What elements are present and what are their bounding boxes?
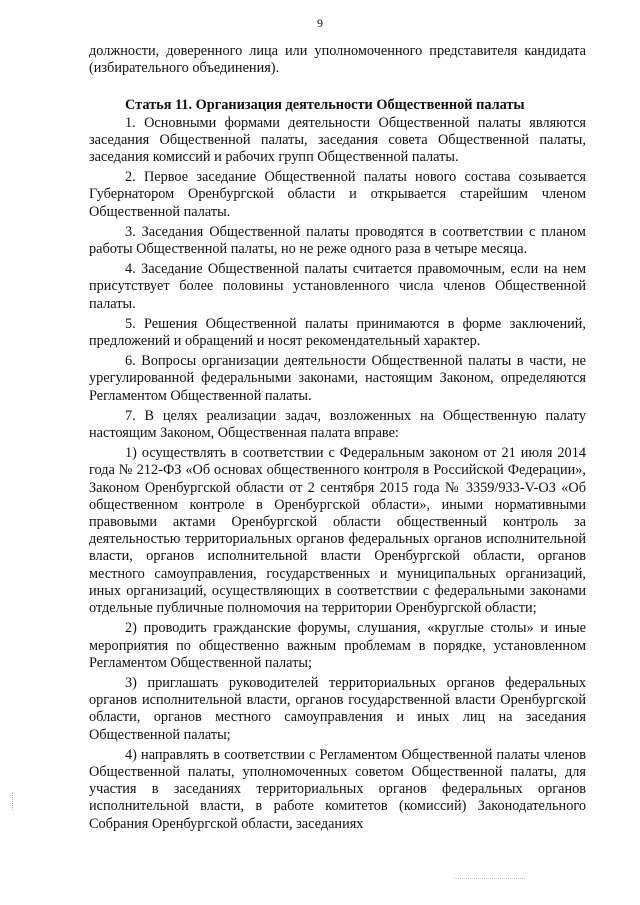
article-title: Статья 11. Организация деятельности Общественной палаты xyxy=(125,97,525,114)
paragraph-6: 6. Вопросы организации деятельности Общественной палаты в части, не урегулированной федеральными законами, настоящим Законом, определяются Регламентом Общественной палаты. xyxy=(89,353,586,404)
paragraph-2: 2. Первое заседание Общественной палаты нового состава созывается Губернатором Оренбургской области и открывается старейшим членом Общественной палаты. xyxy=(89,169,586,220)
scan-corner-marks xyxy=(455,878,525,883)
list-item-4: 4) направлять в соответствии с Регламентом Общественной палаты членов Общественной палаты, уполномоченных советом Общественной палаты, для участия в заседаниях территориальных органов федеральных органов исполнительной власти, в работе комитетов (комиссий) Законодательного Собрания Оренбургской области, заседаниях xyxy=(89,746,586,832)
paragraph-5: 5. Решения Общественной палаты принимаются в форме заключений, предложений и обращений и носят рекомендательный характер. xyxy=(89,315,586,350)
paragraph-7: 7. В целях реализации задач, возложенных на Общественную палату настоящим Законом, Общественная палата вправе: xyxy=(89,407,586,442)
paragraph-1: 1. Основными формами деятельности Общественной палаты являются заседания Общественной палаты, заседания совета Общественной палаты, заседания комиссий и рабочих групп Общественной палаты. xyxy=(89,114,586,166)
page-number: 9 xyxy=(317,16,323,30)
list-item-2: 2) проводить гражданские форумы, слушания, «круглые столы» и иные мероприятия по общественно важным проблемам в порядке, установленном Регламентом Общественной палаты; xyxy=(89,620,586,671)
scan-margin-marks xyxy=(12,792,17,810)
paragraph-4: 4. Заседание Общественной палаты считается правомочным, если на нем присутствует более половины установленного числа членов Общественной палаты. xyxy=(89,261,586,312)
list-item-1: 1) осуществлять в соответствии с Федеральным законом от 21 июля 2014 года № 212-ФЗ «Об основах общественного контроля в Российской Федерации», Законом Оренбургской области от 2 сентября 2015 года № 3359/933-V-ОЗ «Об общественном контроле в Оренбургской области», иными нормативными правовыми актами Оренбургской области общественный контроль за деятельностью территориальных органов федеральных органов исполнительной власти, органов исполнительной власти Оренбургской области, органов местного самоуправления, государственных и муниципальных организаций, иных организаций, осуществляющих в соответствии с федеральными законами отдельные публичные полномочия на территории Оренбургской области; xyxy=(89,445,586,617)
paragraph-3: 3. Заседания Общественной палаты проводятся в соответствии с планом работы Общественной палаты, но не реже одного раза в четыре месяца. xyxy=(89,223,586,258)
document-body xyxy=(89,43,586,833)
list-item-3: 3) приглашать руководителей территориальных органов федеральных органов исполнительной власти, органов государственной власти Оренбургской области, органов местного самоуправления и иных лиц на заседания Общественной палаты; xyxy=(89,674,586,743)
intro-paragraph: должности, доверенного лица или уполномоченного представителя кандидата (избирательного объединения). xyxy=(89,43,586,77)
